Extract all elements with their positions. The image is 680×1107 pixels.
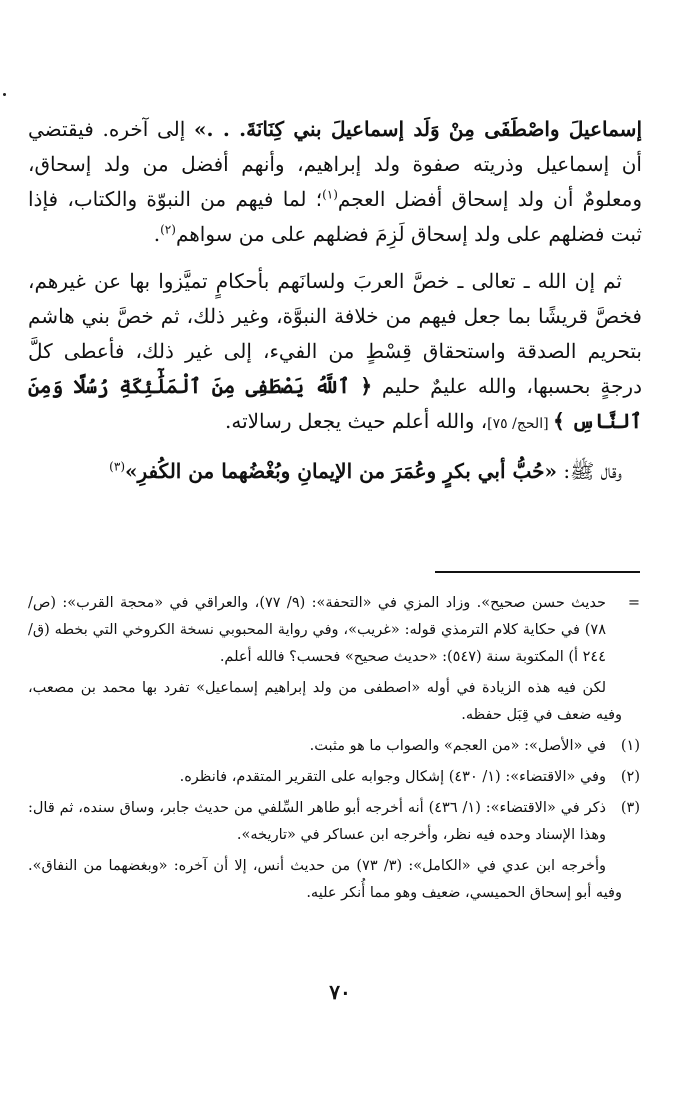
paragraph-1 xyxy=(28,112,642,252)
footnote-3-continuation xyxy=(28,853,640,907)
footnote-3-text: ذكر في «الاقتضاء»: (١/ ٤٣٦) أنه أخرجه أبو طاهر السِّلفي من حديث جابر، وساق سنده، ثم قال: وهذا الإسناد وحده فيه نظر، وأخرجه ابن عساكر في «تاريخه». xyxy=(28,800,606,843)
main-text xyxy=(28,112,642,501)
footnote-2 xyxy=(28,764,640,791)
paragraph-3-intro: وقال ﷺ: xyxy=(557,459,622,483)
verse-reference: [الحج/ ٧٥] xyxy=(487,416,553,432)
paragraph-2-text-b: ، والله أعلم حيث يجعل رسالاته. xyxy=(224,409,488,433)
footnote-continuation xyxy=(28,590,640,671)
page-number: ٧٠ xyxy=(329,980,351,1004)
footnote-2-number: (٢) xyxy=(620,769,640,785)
footnote-separator xyxy=(435,571,640,573)
footnote-continuation-2-text: لكن فيه هذه الزيادة في أوله «اصطفى من ولد إبراهيم إسماعيل» تفرد بها محمد بن مصعب، وفيه ضعف في قِبَل حفظه. xyxy=(28,680,622,723)
footnote-1-number: (١) xyxy=(620,738,640,754)
hadith-quote-ending: إسماعيلَ واصْطَفَى مِنْ وَلَد إسماعيلَ بني كِنَانَةَ. . .» xyxy=(194,117,642,141)
paragraph-2-text-a: ثم إن الله ـ تعالى ـ خصَّ العربَ ولسانَهم بأحكامٍ تميَّزوا بها عن غيرهم، فخصَّ قريشًا بما جعل فيهم من خلافة النبوَّة، وغير ذلك، ثم خصَّ بني هاشم بتحريم الصدقة واستحقاق قِسْطٍ من الفيء، إلى غير ذلك، فأعطى كلَّ درجةٍ بحسبها، والله عليمٌ حليم xyxy=(28,269,642,398)
footnote-continuation-2 xyxy=(28,675,640,729)
footnote-3 xyxy=(28,795,640,849)
paragraph-1-text-a: إلى آخره. فيقتضي أن إسماعيل وذريته صفوة ولد إبراهيم، وأنهم أفضل من ولد إسحاق، ومعلومٌ أن ولد إسحاق أفضل العجم xyxy=(28,117,642,211)
quran-verse: ﴿ ٱللَّهُ يَصْطَفِى مِنَ ٱلْمَلَٰٓئِكَةِ رُسُلًا وَمِنَ ٱلنَّاسِ ﴾ xyxy=(28,374,642,433)
scan-speck xyxy=(3,93,6,96)
footnote-ref-3[interactable]: (٣) xyxy=(109,459,125,474)
paragraph-1-text-b: ؛ لما فيهم من النبوّة والكتاب، فإذا ثبت فضلهم على ولد إسحاق لَزِمَ فضلهم على من سواهم xyxy=(28,187,642,246)
footnote-2-text: وفي «الاقتضاء»: (١/ ٤٣٠) إشكال وجوابه على التقرير المتقدم، فانظره. xyxy=(179,769,606,785)
footnote-1 xyxy=(28,733,640,760)
paragraph-3 xyxy=(28,454,642,489)
paragraph-1-end: . xyxy=(153,222,161,246)
footnote-continuation-text: حديث حسن صحيح». وزاد المزي في «التحفة»: (٩/ ٧٧)، والعراقي في «محجة القرب»: (ص/ ٧٨) في حكاية كلام الترمذي قوله: «غريب»، وفي رواية المحبوبي نسخة الكروخي التي بخطه (ق/ ٢٤٤ أ) المكتوبة سنة (٥٤٧): «حديث صحيح» فحسب؟ فالله أعلم. xyxy=(28,595,607,665)
continuation-marker: = xyxy=(627,595,640,611)
footnote-ref-1[interactable]: (١) xyxy=(322,187,338,202)
footnote-ref-2[interactable]: (٢) xyxy=(160,222,176,237)
hadith-text: «حُبُّ أبي بكرٍ وعُمَرَ من الإيمانِ وبُغْضُهما من الكُفرِ» xyxy=(125,459,558,483)
footnote-3-number: (٣) xyxy=(620,800,640,816)
footnotes xyxy=(28,590,640,911)
footnote-1-text: في «الأصل»: «من العجم» والصواب ما هو مثبت. xyxy=(309,738,606,754)
paragraph-2 xyxy=(28,264,642,442)
footnote-3-continuation-text: وأخرجه ابن عدي في «الكامل»: (٣/ ٧٣) من حديث أنس، إلا أن آخره: «وبغضهما من النفاق». وفيه أبو إسحاق الحميسي، ضعيف وهو مما أُنكر عليه. xyxy=(28,858,622,901)
